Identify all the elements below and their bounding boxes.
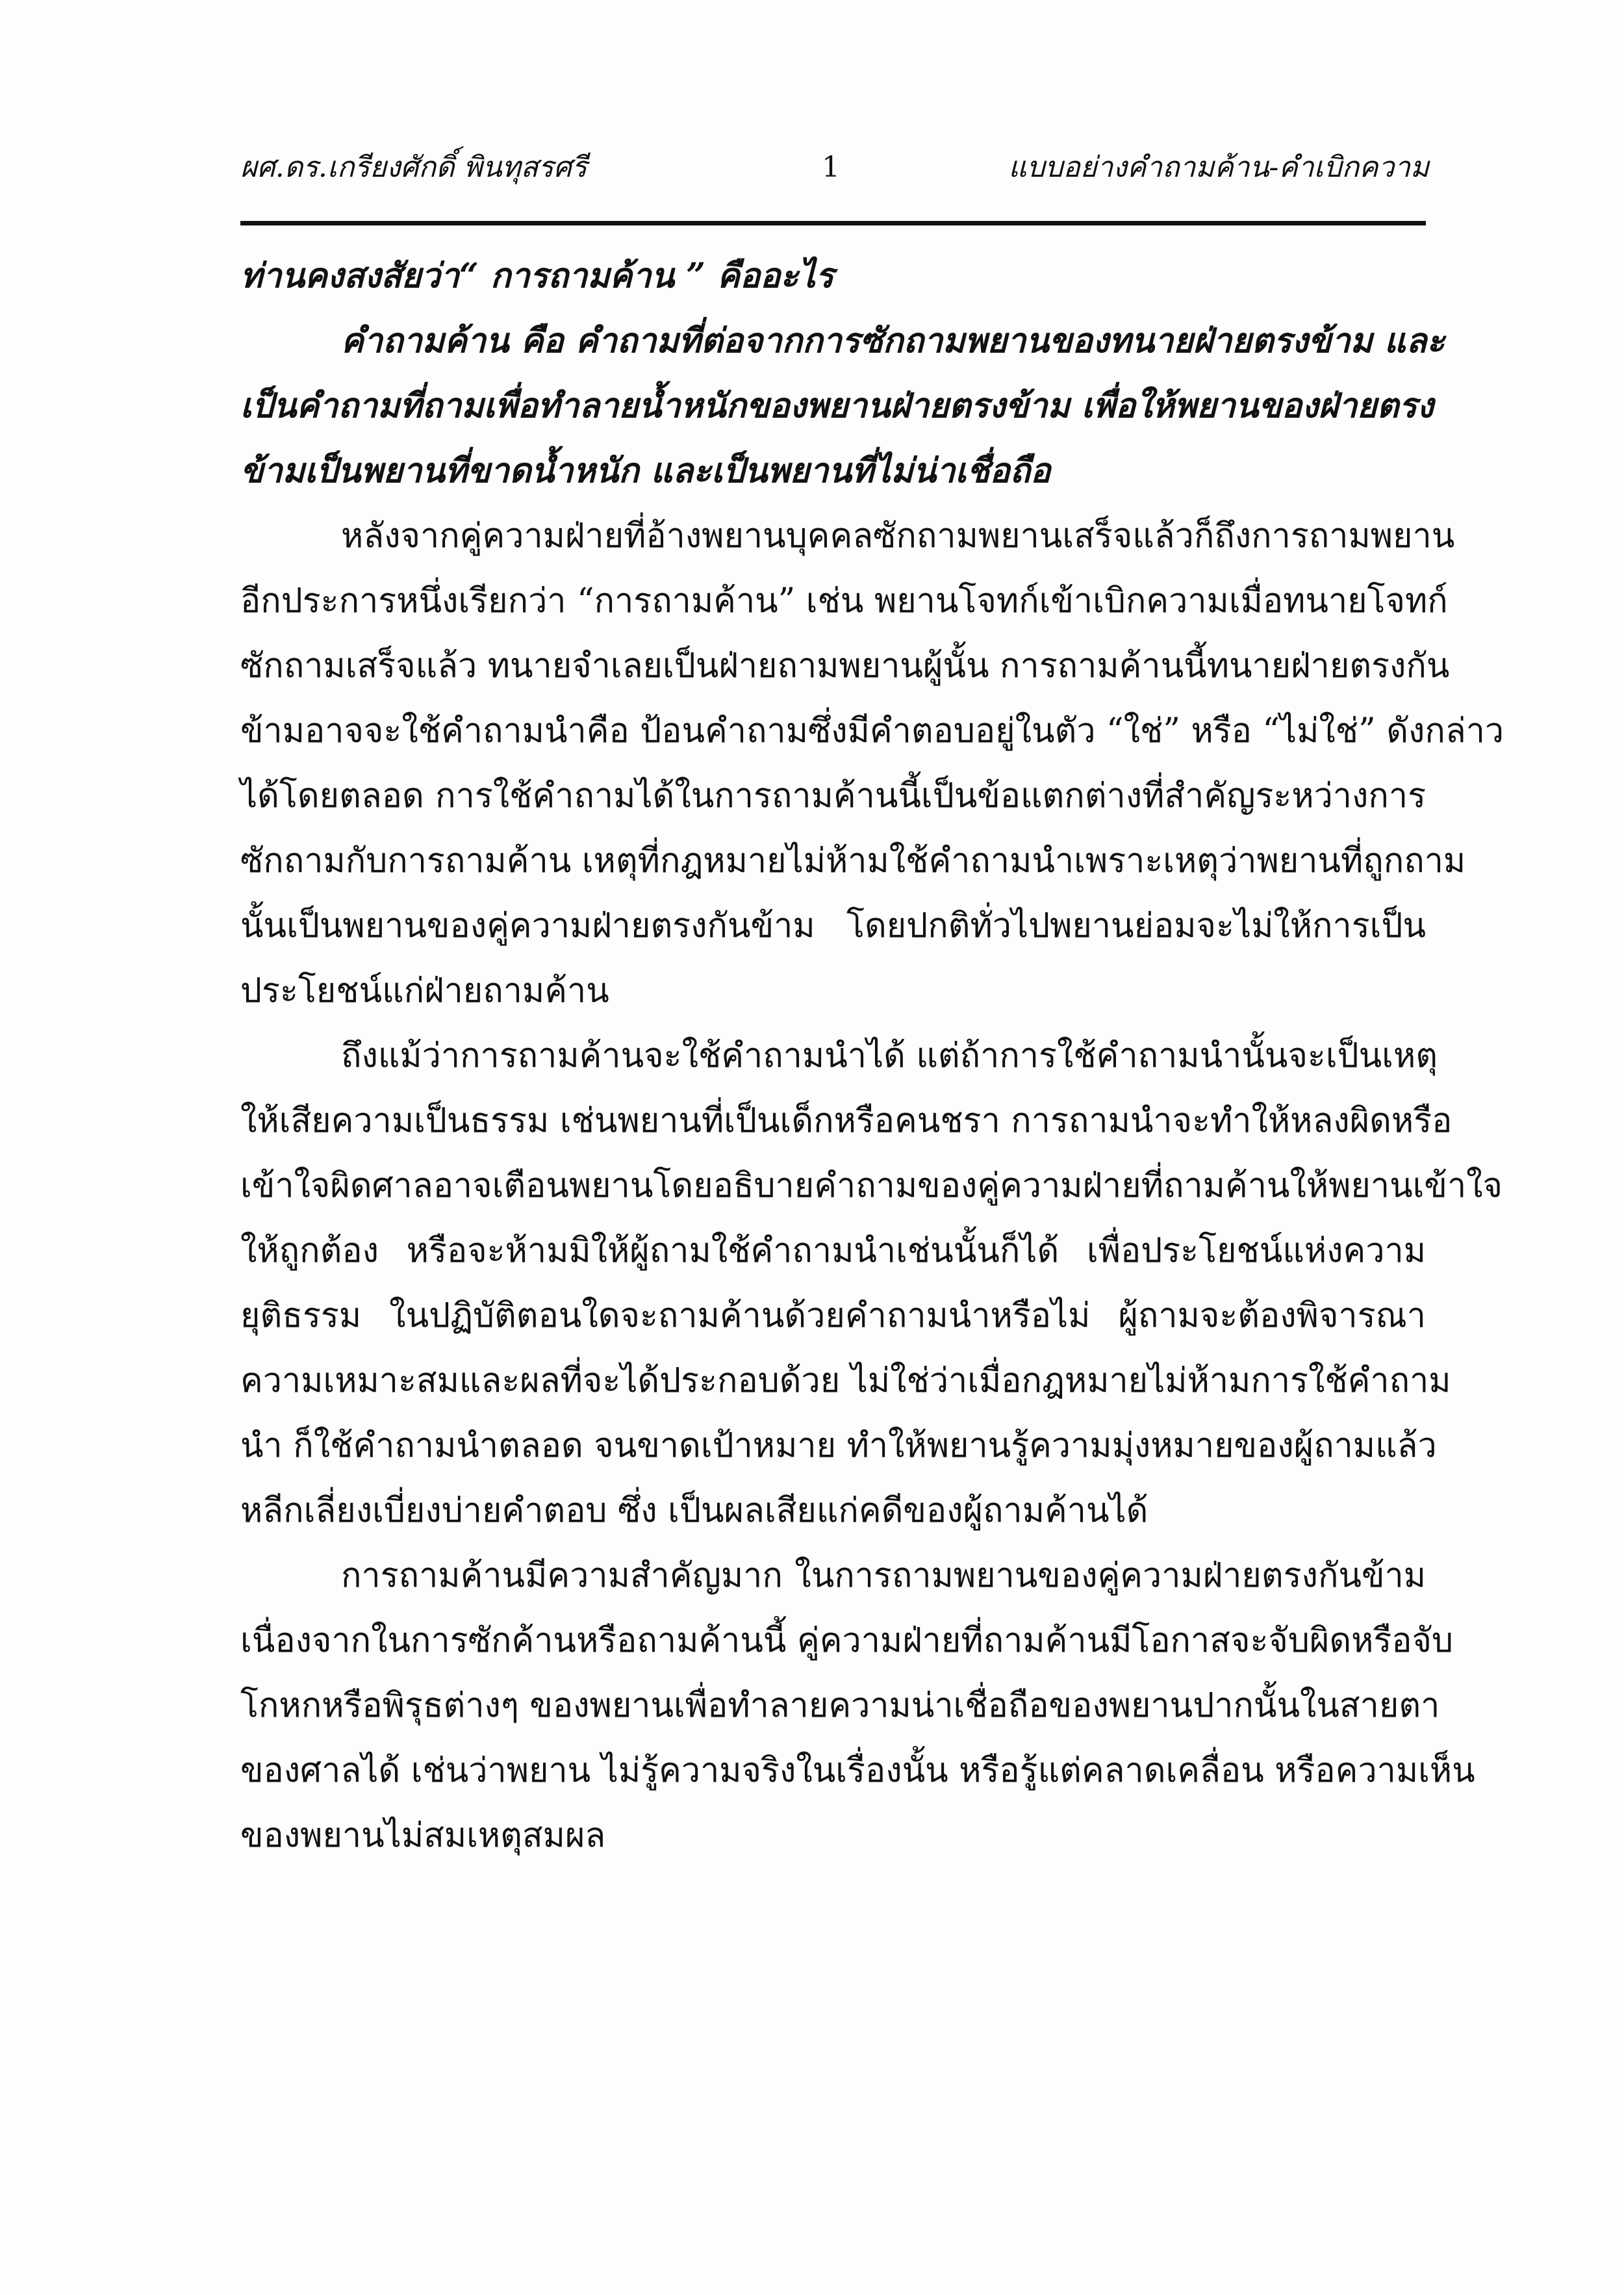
paragraph-line: หลีกเลี่ยงเบี่ยงบ่ายคำตอบ ซึ่ง เป็นผลเสียแก่คดีของผู้ถามค้านได้ [240, 1491, 1148, 1530]
paragraph-line: ประโยชน์แก่ฝ่ายถามค้าน [240, 971, 609, 1010]
page-header [240, 142, 1429, 194]
paragraph-line: ของพยานไม่สมเหตุสมผล [240, 1816, 606, 1855]
definition-line: เป็นคำถามที่ถามเพื่อทำลายน้ำหนักของพยานฝ่ายตรงข้าม เพื่อให้พยานของฝ่ายตรง [240, 386, 1434, 426]
header-doc-title: แบบอย่างคำถามค้าน-คำเบิกความ [1008, 151, 1429, 184]
paragraph-line: หลังจากคู่ความฝ่ายที่อ้างพยานบุคคลซักถามพยานเสร็จแล้วก็ถึงการถามพยาน [341, 517, 1455, 556]
definition-line: คำถามค้าน คือ คำถามที่ต่อจากการซักถามพยานของทนายฝ่ายตรงข้าม และ [341, 321, 1445, 361]
paragraph-line: ของศาลได้ เช่นว่าพยาน ไม่รู้ความจริงในเรื่องนั้น หรือรู้แต่คลาดเคลื่อน หรือความเห็น [240, 1751, 1475, 1790]
paragraph-line: การถามค้านมีความสำคัญมาก ในการถามพยานของคู่ความฝ่ายตรงกันข้าม [341, 1556, 1426, 1595]
paragraph-line: ให้ถูกต้อง หรือจะห้ามมิให้ผู้ถามใช้คำถามนำเช่นนั้นก็ได้ เพื่อประโยชน์แห่งความ [240, 1231, 1426, 1270]
paragraph-line: ได้โดยตลอด การใช้คำถามได้ในการถามค้านนี้เป็นข้อแตกต่างที่สำคัญระหว่างการ [240, 776, 1426, 815]
paragraph-line: อีกประการหนึ่งเรียกว่า “การถามค้าน” เช่น พยานโจทก์เข้าเบิกความเมื่อทนายโจทก์ [240, 582, 1448, 621]
definition-line: ข้ามเป็นพยานที่ขาดน้ำหนัก และเป็นพยานที่ไม่น่าเชื่อถือ [240, 451, 1051, 491]
paragraph-line: นั้นเป็นพยานของคู่ความฝ่ายตรงกันข้าม โดยปกติทั่วไปพยานย่อมจะไม่ให้การเป็น [240, 906, 1426, 945]
paragraph-line: โกหกหรือพิรุธต่างๆ ของพยานเพื่อทำลายความน่าเชื่อถือของพยานปากนั้นในสายตา [240, 1686, 1440, 1725]
paragraph-line: ซักถามเสร็จแล้ว ทนายจำเลยเป็นฝ่ายถามพยานผู้นั้น การถามค้านนี้ทนายฝ่ายตรงกัน [240, 647, 1450, 686]
paragraph-line: ความเหมาะสมและผลที่จะได้ประกอบด้วย ไม่ใช่ว่าเมื่อกฎหมายไม่ห้ามการใช้คำถาม [240, 1361, 1451, 1400]
paragraph-line: ซักถามกับการถามค้าน เหตุที่กฎหมายไม่ห้ามใช้คำถามนำเพราะเหตุว่าพยานที่ถูกถาม [240, 841, 1466, 880]
paragraph-line: ยุติธรรม ในปฏิบัติตอนใดจะถามค้านด้วยคำถามนำหรือไม่ ผู้ถามจะต้องพิจารณา [240, 1296, 1426, 1335]
paragraph-line: เนื่องจากในการซักค้านหรือถามค้านนี้ คู่ความฝ่ายที่ถามค้านมีโอกาสจะจับผิดหรือจับ [240, 1621, 1453, 1660]
paragraph-line: เข้าใจผิดศาลอาจเตือนพยานโดยอธิบายคำถามของคู่ความฝ่ายที่ถามค้านให้พยานเข้าใจ [240, 1166, 1503, 1205]
paragraph-line: ให้เสียความเป็นธรรม เช่นพยานที่เป็นเด็กหรือคนชรา การถามนำจะทำให้หลงผิดหรือ [240, 1101, 1453, 1140]
paragraph-line: ถึงแม้ว่าการถามค้านจะใช้คำถามนำได้ แต่ถ้าการใช้คำถามนำนั้นจะเป็นเหตุ [341, 1036, 1438, 1075]
header-author: ผศ.ดร.เกรียงศักดิ์ พินทุสรศรี [240, 151, 587, 184]
header-rule [240, 221, 1426, 225]
section-heading: ท่านคงสงสัยว่า“ การถามค้าน ” คืออะไร [240, 256, 834, 296]
paragraph-line: ข้ามอาจจะใช้คำถามนำคือ ป้อนคำถามซึ่งมีคำตอบอยู่ในตัว “ใช่” หรือ “ไม่ใช่” ดังกล่าว [240, 712, 1504, 750]
paragraph-line: นำ ก็ใช้คำถามนำตลอด จนขาดเป้าหมาย ทำให้พยานรู้ความมุ่งหมายของผู้ถามแล้ว [240, 1426, 1437, 1465]
header-page-number: 1 [822, 151, 840, 184]
